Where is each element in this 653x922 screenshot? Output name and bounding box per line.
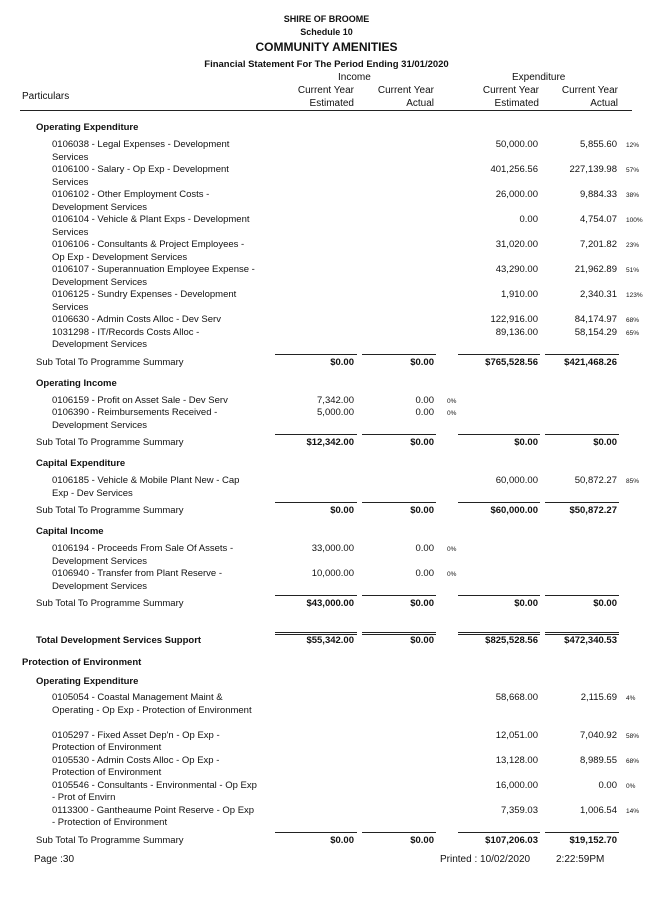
line-item-row (0, 805, 653, 830)
line-item-label: 0106630 - Admin Costs Alloc - Dev Serv (52, 314, 221, 325)
subtotal-rule (362, 502, 436, 503)
subtotal-label: Sub Total To Programme Summary (36, 505, 184, 516)
expenditure-actual-value: 8,989.55 (580, 754, 617, 766)
line-item-label: 0106106 - Consultants & Project Employees - Op Exp - Development Services (52, 239, 245, 263)
expenditure-percent: 12% (626, 142, 640, 149)
expenditure-percent: 85% (626, 478, 640, 485)
line-item-label: 1031298 - IT/Records Costs Alloc - Development Services (52, 326, 200, 350)
expenditure-actual-header-line1: Current Year (561, 85, 618, 96)
report-subtitle: Financial Statement For The Period Ending 31/01/2020 (204, 59, 449, 70)
expenditure-estimated-value: 1,910.00 (501, 289, 538, 300)
subtotal-rule (458, 434, 540, 435)
section-title: Operating Income (36, 377, 117, 389)
line-item-label: 0105530 - Admin Costs Alloc - Op Exp - Protection of Environment (52, 754, 220, 778)
expenditure-group-header: Expenditure (512, 72, 566, 83)
income-estimated-value: 33,000.00 (311, 543, 354, 554)
line-item-row (0, 568, 653, 593)
expenditure-actual-value: 7,201.82 (580, 239, 617, 250)
subtotal-expenditure-actual: $0.00 (593, 437, 617, 448)
line-item-row (0, 264, 653, 289)
line-item-label: 0106940 - Transfer from Plant Reserve - Development Services (52, 568, 223, 592)
line-item-label: 0106104 - Vehicle & Plant Exps - Development Services (52, 214, 250, 238)
subtotal-income-actual: $0.00 (410, 437, 434, 448)
line-item-label: 0105054 - Coastal Management Maint & Operating - Op Exp - Protection of Environment (52, 692, 252, 716)
subtotal-income-estimated: $0.00 (330, 356, 354, 368)
income-group-header: Income (338, 72, 371, 83)
line-item-label: 0106159 - Profit on Asset Sale - Dev Serv (52, 394, 228, 406)
shire-name: SHIRE OF BROOME (283, 14, 370, 24)
line-item-row (0, 214, 653, 239)
subtotal-expenditure-actual: $421,468.26 (564, 356, 617, 368)
subtotal-rule (545, 502, 619, 503)
report-title: COMMUNITY AMENITIES (255, 40, 398, 54)
expenditure-estimated-value: 401,256.56 (490, 164, 538, 175)
expenditure-estimated-value: 58,668.00 (495, 692, 538, 703)
subtotal-expenditure-estimated: $60,000.00 (490, 505, 538, 516)
subtotal-expenditure-actual: $50,872.27 (569, 505, 617, 516)
subtotal-rule (458, 502, 540, 503)
income-percent: 0% (447, 397, 457, 405)
income-actual-header-line1: Current Year (377, 85, 434, 96)
page-number: Page :30 (34, 854, 75, 865)
grand-total-expenditure-estimated: $825,528.56 (485, 635, 538, 646)
subtotal-rule (275, 434, 357, 435)
income-estimated-value: 5,000.00 (317, 407, 354, 418)
expenditure-percent: 68% (626, 757, 640, 765)
expenditure-percent: 14% (626, 807, 640, 815)
printed-date: Printed : 10/02/2020 (440, 854, 531, 865)
income-estimated-header-line1: Current Year (297, 85, 354, 96)
subtotal-row (0, 598, 653, 614)
expenditure-actual-value: 0.00 (598, 779, 617, 791)
section-title-row (0, 122, 653, 139)
section-title-row (0, 458, 653, 475)
expenditure-percent: 0% (626, 782, 636, 790)
subtotal-label: Sub Total To Programme Summary (36, 437, 184, 448)
expenditure-percent: 68% (626, 317, 640, 324)
subtotal-income-estimated: $0.00 (330, 505, 354, 516)
expenditure-estimated-header-line1: Current Year (482, 85, 539, 96)
grand-total-row (0, 635, 653, 651)
section-group-title-row (0, 657, 653, 676)
expenditure-actual-value: 7,040.92 (580, 729, 617, 741)
subtotal-rule (458, 832, 540, 833)
expenditure-estimated-value: 122,916.00 (490, 314, 538, 325)
expenditure-estimated-value: 31,020.00 (495, 239, 538, 250)
section-title: Operating Expenditure (36, 676, 139, 687)
income-actual-value: 0.00 (415, 543, 434, 554)
section-title-row (0, 526, 653, 543)
subtotal-expenditure-estimated: $0.00 (514, 598, 538, 609)
expenditure-estimated-value: 50,000.00 (495, 139, 538, 150)
schedule-number: Schedule 10 (300, 27, 353, 37)
subtotal-rule (545, 434, 619, 435)
expenditure-percent: 38% (626, 192, 640, 199)
expenditure-actual-value: 50,872.27 (574, 475, 617, 486)
line-item-row (0, 314, 653, 327)
expenditure-actual-value: 1,006.54 (580, 804, 617, 816)
expenditure-actual-value: 58,154.29 (574, 326, 617, 338)
expenditure-estimated-value: 26,000.00 (495, 189, 538, 200)
income-estimated-value: 10,000.00 (311, 568, 354, 579)
income-actual-value: 0.00 (415, 568, 434, 579)
subtotal-rule (275, 502, 357, 503)
line-item-label: 0106194 - Proceeds From Sale Of Assets - Development Services (52, 543, 234, 567)
expenditure-estimated-value: 13,128.00 (495, 754, 538, 766)
line-item-row (0, 327, 653, 352)
line-item-row (0, 780, 653, 805)
line-item-label: 0105297 - Fixed Asset Dep'n - Op Exp - Protection of Environment (52, 729, 220, 753)
expenditure-actual-value: 2,340.31 (580, 289, 617, 300)
line-item-row (0, 164, 653, 189)
expenditure-actual-value: 4,754.07 (580, 214, 617, 225)
income-actual-value: 0.00 (415, 394, 434, 406)
subtotal-income-actual: $0.00 (410, 356, 434, 368)
expenditure-percent: 4% (626, 695, 636, 702)
expenditure-estimated-value: 16,000.00 (495, 779, 538, 791)
subtotal-income-estimated: $0.00 (330, 834, 354, 846)
line-item-label: 0106390 - Reimbursements Received - Development Services (52, 407, 218, 431)
expenditure-estimated-header-line2: Estimated (494, 98, 539, 109)
subtotal-rule (545, 832, 619, 833)
subtotal-rule (458, 354, 540, 355)
subtotal-rule (362, 595, 436, 596)
line-item-row (0, 239, 653, 264)
subtotal-row (0, 505, 653, 521)
statement-body (0, 112, 653, 852)
income-percent: 0% (447, 571, 457, 578)
grand-total-expenditure-actual: $472,340.53 (564, 635, 617, 646)
line-item-label: 0106107 - Superannuation Employee Expense - Development Services (52, 264, 255, 288)
line-item-row (0, 289, 653, 314)
expenditure-percent: 57% (626, 167, 640, 174)
section-title-row (0, 676, 653, 692)
subtotal-row (0, 357, 653, 373)
subtotal-label: Sub Total To Programme Summary (36, 834, 184, 846)
subtotal-expenditure-actual: $0.00 (593, 598, 617, 609)
expenditure-actual-value: 21,962.89 (574, 264, 617, 275)
subtotal-income-estimated: $43,000.00 (306, 598, 354, 609)
subtotal-income-actual: $0.00 (410, 505, 434, 516)
subtotal-expenditure-estimated: $765,528.56 (485, 356, 538, 368)
income-percent: 0% (447, 410, 457, 417)
subtotal-rule (362, 832, 436, 833)
subtotal-income-actual: $0.00 (410, 834, 434, 846)
expenditure-actual-value: 9,884.33 (580, 189, 617, 200)
subtotal-expenditure-estimated: $107,206.03 (485, 834, 538, 846)
section-title: Operating Expenditure (36, 122, 139, 133)
expenditure-actual-value: 84,174.97 (574, 314, 617, 325)
subtotal-expenditure-estimated: $0.00 (514, 437, 538, 448)
expenditure-estimated-value: 89,136.00 (495, 326, 538, 338)
grand-total-income-estimated: $55,342.00 (306, 635, 354, 646)
expenditure-percent: 51% (626, 267, 640, 274)
subtotal-rule (545, 595, 619, 596)
line-item-row (0, 189, 653, 214)
expenditure-percent: 23% (626, 242, 640, 249)
subtotal-rule (275, 354, 357, 355)
line-item-row (0, 407, 653, 432)
income-estimated-header-line2: Estimated (309, 98, 354, 109)
section-group-title: Protection of Environment (22, 657, 142, 668)
income-actual-value: 0.00 (415, 407, 434, 418)
expenditure-actual-header-line2: Actual (590, 98, 618, 109)
line-item-label: 0106100 - Salary - Op Exp - Development Services (52, 164, 229, 188)
expenditure-estimated-value: 43,290.00 (495, 264, 538, 275)
expenditure-estimated-value: 60,000.00 (495, 475, 538, 486)
subtotal-rule (275, 832, 357, 833)
section-title: Capital Income (36, 526, 104, 537)
line-item-row (0, 730, 653, 755)
expenditure-actual-value: 2,115.69 (580, 692, 617, 703)
line-item-row (0, 139, 653, 164)
income-estimated-value: 7,342.00 (317, 394, 354, 406)
line-item-row (0, 475, 653, 500)
subtotal-label: Sub Total To Programme Summary (36, 356, 184, 368)
section-title-row (0, 378, 653, 395)
income-percent: 0% (447, 546, 457, 553)
expenditure-estimated-value: 7,359.03 (501, 804, 538, 816)
expenditure-percent: 65% (626, 329, 640, 337)
expenditure-percent: 123% (626, 292, 643, 299)
expenditure-estimated-value: 12,051.00 (495, 729, 538, 741)
subtotal-label: Sub Total To Programme Summary (36, 598, 184, 609)
subtotal-expenditure-actual: $19,152.70 (569, 834, 617, 846)
line-item-label: 0106125 - Sundry Expenses - Development Services (52, 289, 237, 313)
expenditure-percent: 58% (626, 732, 640, 740)
line-item-label: 0106038 - Legal Expenses - Development Services (52, 139, 230, 163)
line-item-label: 0106185 - Vehicle & Mobile Plant New - Cap Exp - Dev Services (52, 475, 240, 499)
printed-time: 2:22:59PM (556, 854, 605, 865)
income-actual-header-line2: Actual (406, 98, 434, 109)
expenditure-actual-value: 227,139.98 (569, 164, 617, 175)
line-item-row (0, 543, 653, 568)
line-item-row (0, 395, 653, 408)
expenditure-actual-value: 5,855.60 (580, 139, 617, 150)
subtotal-rule (362, 354, 436, 355)
line-item-row (0, 692, 653, 730)
subtotal-row (0, 835, 653, 851)
section-title: Capital Expenditure (36, 458, 126, 469)
grand-total-income-actual: $0.00 (410, 635, 434, 646)
line-item-label: 0105546 - Consultants - Environmental - Op Exp - Prot of Envirn (52, 779, 257, 803)
grand-total-label: Total Development Services Support (36, 635, 202, 646)
line-item-label: 0113300 - Gantheaume Point Reserve - Op Exp - Protection of Environment (52, 804, 255, 828)
expenditure-estimated-value: 0.00 (519, 214, 538, 225)
subtotal-rule (362, 434, 436, 435)
subtotal-income-actual: $0.00 (410, 598, 434, 609)
subtotal-rule (275, 595, 357, 596)
subtotal-rule (545, 354, 619, 355)
subtotal-income-estimated: $12,342.00 (306, 437, 354, 448)
subtotal-rule (458, 595, 540, 596)
subtotal-row (0, 437, 653, 453)
expenditure-percent: 100% (626, 217, 643, 224)
line-item-label: 0106102 - Other Employment Costs - Development Services (52, 189, 210, 213)
particulars-header: Particulars (22, 91, 70, 102)
header-rule (20, 110, 632, 111)
line-item-row (0, 755, 653, 780)
